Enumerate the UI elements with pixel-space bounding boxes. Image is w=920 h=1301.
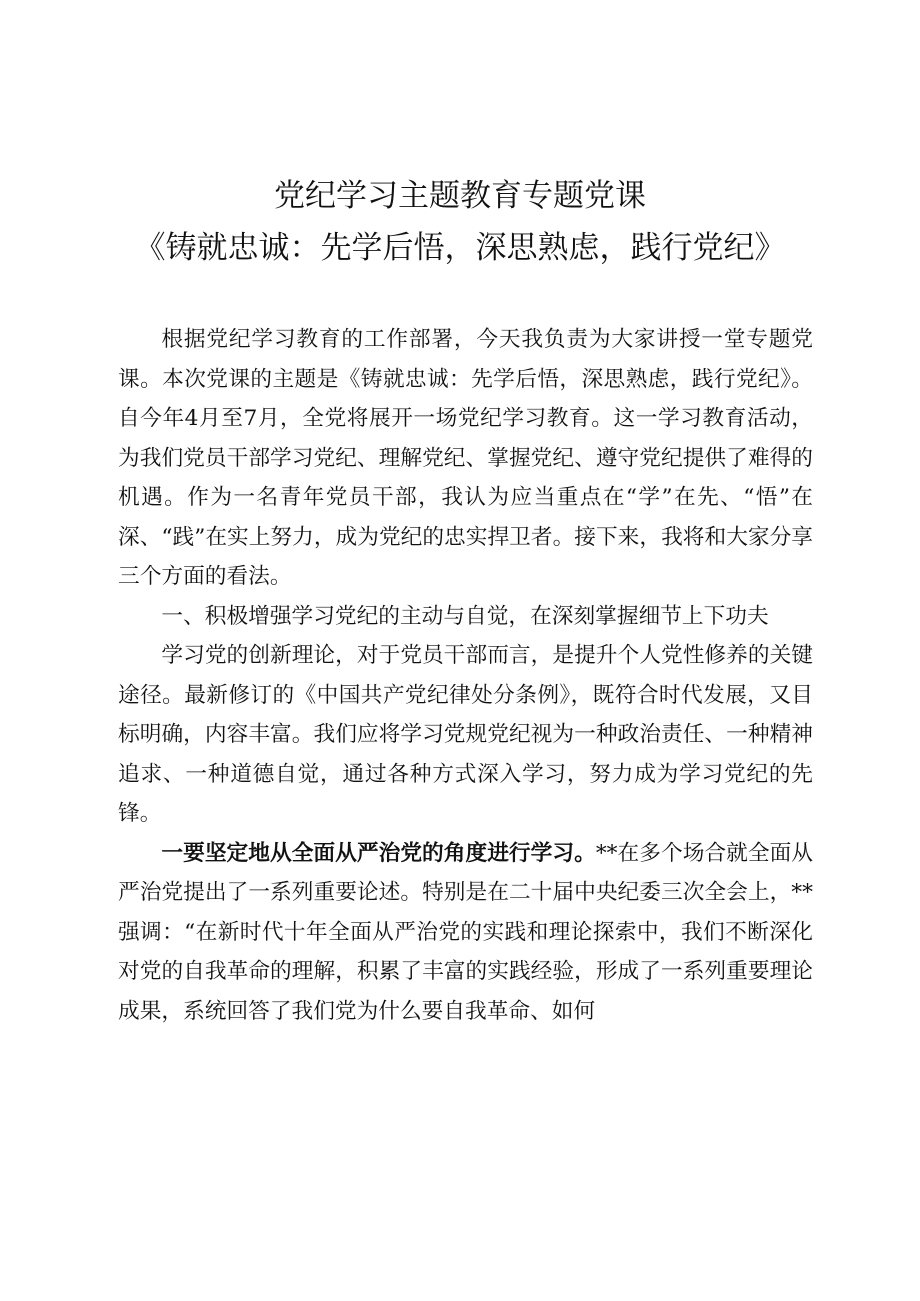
document-subtitle: 《铸就忠诚：先学后悟，深思熟虑，践行党纪》: [134, 230, 786, 266]
point-paragraph: [118, 834, 813, 1032]
section-paragraph: 学习党的创新理论，对于党员干部而言，是提升个人党性修养的关键途径。最新修订的《中国共产党纪律处分条例》，既符合时代发展，又目标明确，内容丰富。我们应将学习党规党纪视为一种政治责任、一种精神追求、一种道德自觉，通过各种方式深入学习，努力成为学习党纪的先锋。: [118, 643, 813, 826]
section-heading: 一、积极增强学习党纪的主动与自觉，在深刻掌握细节上下功夫: [161, 603, 769, 629]
point-body: **在多个场合就全面从严治党提出了一系列重要论述。特别是在二十届中央纪委三次全会上，**强调：“在新时代十年全面从严治党的实践和理论探索中，我们不断深化对党的自我革命的理解，积累了丰富的实践经验，形成了一系列重要理论成果，系统回答了我们党为什么要自我革命、如何: [118, 840, 813, 1024]
point-lead: 一要坚定地从全面从严治党的角度进行学习。: [161, 840, 596, 866]
intro-paragraph: 根据党纪学习教育的工作部署，今天我负责为大家讲授一堂专题党课。本次党课的主题是《铸就忠诚：先学后悟，深思熟虑，践行党纪》。自今年4月至7月，全党将展开一场党纪学习教育。这一学习教育活动，为我们党员干部学习党纪、理解党纪、掌握党纪、遵守党纪提供了难得的机遇。作为一名青年党员干部，我认为应当重点在“学”在先、“悟”在深、“践”在实上努力，成为党纪的忠实捍卫者。接下来，我将和大家分享三个方面的看法。: [118, 327, 813, 589]
document-body: [118, 320, 813, 1031]
document-title: 党纪学习主题教育专题党课: [274, 178, 646, 214]
